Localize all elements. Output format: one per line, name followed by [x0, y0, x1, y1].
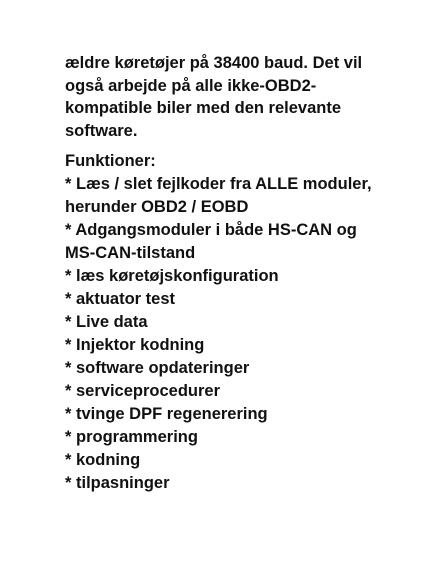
feature-item [65, 426, 435, 449]
feature-line: * serviceprocedurer [65, 382, 221, 400]
feature-line: herunder OBD2 / EOBD [65, 198, 249, 216]
features-heading: Funktioner: [65, 152, 156, 170]
feature-line: * kodning [65, 451, 141, 469]
feature-line: * programmering [65, 428, 198, 446]
feature-line: * aktuator test [65, 290, 176, 308]
feature-item [65, 311, 435, 334]
feature-line: * Injektor kodning [65, 336, 205, 354]
feature-item [65, 173, 435, 219]
feature-line: * læs køretøjskonfiguration [65, 267, 279, 285]
feature-line: * tilpasninger [65, 474, 170, 492]
feature-item [65, 357, 435, 380]
intro-line: også arbejde på alle ikke-OBD2- [65, 76, 317, 95]
feature-item [65, 334, 435, 357]
feature-item [65, 449, 435, 472]
feature-item [65, 403, 435, 426]
feature-item [65, 219, 435, 265]
feature-item [65, 380, 435, 403]
feature-line: * tvinge DPF regenerering [65, 405, 268, 423]
intro-line: ældre køretøjer på 38400 baud. Det vil [65, 54, 363, 72]
features-section [65, 150, 435, 495]
features-list [65, 173, 435, 495]
feature-item [65, 472, 435, 495]
intro-line: kompatible biler med den relevante [65, 99, 342, 117]
feature-line: * Live data [65, 313, 148, 331]
feature-item [65, 265, 435, 288]
document-page [65, 52, 435, 495]
intro-paragraph [65, 52, 435, 142]
feature-line: * software opdateringer [65, 359, 250, 377]
feature-line: MS-CAN-tilstand [65, 244, 196, 262]
feature-line: * Læs / slet fejlkoder fra ALLE moduler, [65, 175, 372, 193]
feature-line: * Adgangsmoduler i både HS-CAN og [65, 221, 357, 239]
intro-line: software. [65, 121, 138, 140]
feature-item [65, 288, 435, 311]
